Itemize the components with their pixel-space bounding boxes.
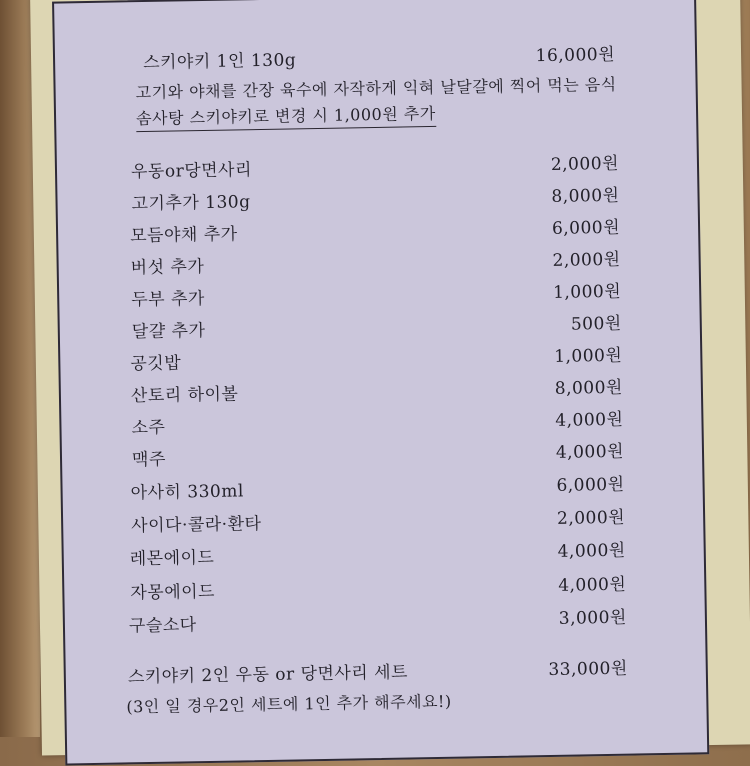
- menu-item-price: 4,000원: [555, 441, 625, 463]
- menu-item-name: 레몬에이드: [129, 547, 215, 570]
- set-item-name: 스키야키 2인 우동 or 당면사리 세트: [127, 662, 409, 688]
- menu-item-price: 1,000원: [552, 281, 622, 303]
- menu-item-price: 1,000원: [554, 345, 623, 367]
- menu-description: 고기와 야채를 간장 육수에 자작하게 익혀 날달걀에 찍어 먹는 음식: [135, 74, 617, 103]
- menu-item-name: 아사히 330ml: [130, 481, 244, 504]
- menu-item-price: 8,000원: [551, 185, 620, 207]
- menu-item-price: 4,000원: [558, 574, 627, 596]
- menu-item-name: 우동or당면사리: [130, 160, 253, 183]
- menu-item-price: 4,000원: [557, 540, 626, 562]
- header-item-price: 16,000원: [535, 44, 616, 67]
- set-item-price: 33,000원: [548, 658, 628, 681]
- menu-item-name: 사이다·콜라·환타: [131, 514, 262, 537]
- menu-item-name: 버섯 추가: [130, 257, 205, 279]
- menu-item-name: 두부 추가: [131, 288, 206, 311]
- menu-item-price: 6,000원: [556, 474, 625, 496]
- menu-item-name: 모듬야채 추가: [129, 224, 238, 247]
- menu-item-name: 고기추가 130g: [131, 192, 251, 215]
- menu-item-price: 2,000원: [550, 153, 620, 175]
- menu-item-price: 2,000원: [552, 249, 621, 271]
- menu-item-name: 구슬소다: [128, 615, 197, 637]
- set-note: (3인 일 경우2인 세트에 1인 추가 해주세요!): [126, 691, 452, 717]
- menu-item-name: 맥주: [131, 449, 167, 471]
- menu-item-name: 소주: [131, 417, 166, 439]
- menu-item-price: 500원: [570, 313, 622, 335]
- menu-item-name: 자몽에이드: [130, 581, 216, 604]
- menu-sheet: [52, 0, 709, 766]
- menu-item-price: 2,000원: [556, 507, 626, 529]
- menu-item-price: 3,000원: [558, 607, 628, 629]
- menu-note: 솜사탕 스키야키로 변경 시 1,000원 추가: [136, 101, 436, 132]
- menu-item-name: 산토리 하이볼: [130, 384, 239, 407]
- header-item-name: 스키야키 1인 130g: [142, 50, 297, 74]
- menu-item-price: 4,000원: [555, 409, 624, 431]
- menu-item-price: 6,000원: [551, 217, 621, 239]
- menu-item-name: 달걀 추가: [131, 320, 206, 343]
- menu-item-name: 공깃밥: [130, 353, 182, 375]
- menu-item-price: 8,000원: [554, 377, 624, 399]
